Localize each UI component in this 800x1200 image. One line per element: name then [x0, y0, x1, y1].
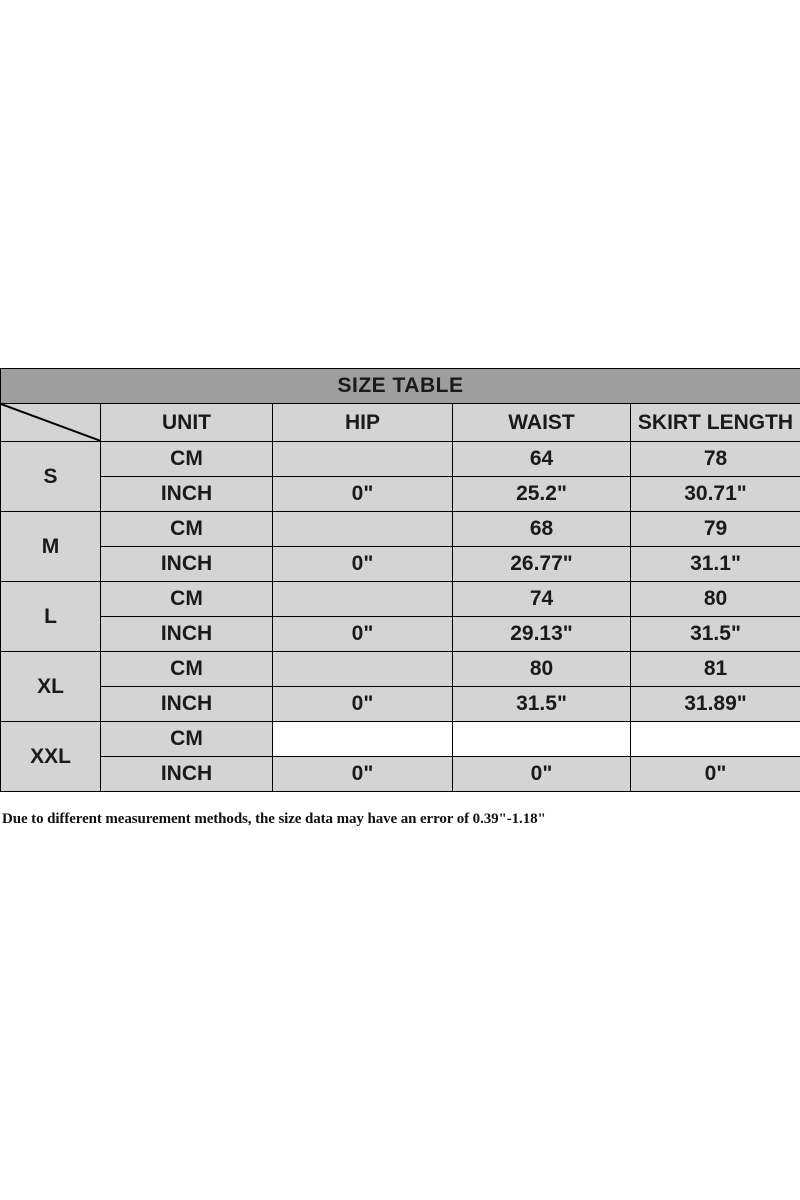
table-row [1, 617, 800, 652]
cell-s-inch-skirt: 30.71" [631, 477, 800, 512]
table-row [1, 757, 800, 792]
unit-cm: CM [101, 442, 273, 477]
unit-cm: CM [101, 582, 273, 617]
column-header-waist: WAIST [453, 404, 631, 442]
cell-s-cm-skirt: 78 [631, 442, 800, 477]
table-row [1, 442, 800, 477]
unit-inch: INCH [101, 617, 273, 652]
corner-diagonal-cell [1, 404, 101, 442]
table-header-row [1, 404, 800, 442]
size-label-l: L [1, 582, 101, 652]
cell-xxl-inch-waist: 0" [453, 757, 631, 792]
cell-l-inch-skirt: 31.5" [631, 617, 800, 652]
cell-s-cm-waist: 64 [453, 442, 631, 477]
cell-xxl-cm-waist [453, 722, 631, 757]
unit-cm: CM [101, 512, 273, 547]
cell-xxl-cm-skirt [631, 722, 800, 757]
table-row [1, 512, 800, 547]
cell-xxl-inch-skirt: 0" [631, 757, 800, 792]
cell-m-cm-hip [273, 512, 453, 547]
table-row [1, 547, 800, 582]
cell-m-inch-hip: 0" [273, 547, 453, 582]
unit-inch: INCH [101, 477, 273, 512]
size-table [0, 368, 800, 792]
table-row [1, 687, 800, 722]
column-header-skirt-length: SKIRT LENGTH [631, 404, 800, 442]
unit-inch: INCH [101, 687, 273, 722]
unit-inch: INCH [101, 757, 273, 792]
size-label-m: M [1, 512, 101, 582]
measurement-note: Due to different measurement methods, the size data may have an error of 0.39"-1.18" [2, 811, 546, 827]
column-header-hip: HIP [273, 404, 453, 442]
cell-xl-cm-skirt: 81 [631, 652, 800, 687]
cell-m-cm-waist: 68 [453, 512, 631, 547]
unit-cm: CM [101, 652, 273, 687]
cell-xl-cm-hip [273, 652, 453, 687]
table-row [1, 582, 800, 617]
size-label-xl: XL [1, 652, 101, 722]
cell-s-cm-hip [273, 442, 453, 477]
cell-l-cm-waist: 74 [453, 582, 631, 617]
cell-s-inch-hip: 0" [273, 477, 453, 512]
cell-l-cm-hip [273, 582, 453, 617]
table-row [1, 722, 800, 757]
size-label-xxl: XXL [1, 722, 101, 792]
cell-l-cm-skirt: 80 [631, 582, 800, 617]
cell-xl-cm-waist: 80 [453, 652, 631, 687]
cell-m-inch-waist: 26.77" [453, 547, 631, 582]
table-title: SIZE TABLE [1, 369, 800, 404]
cell-s-inch-waist: 25.2" [453, 477, 631, 512]
table-row [1, 477, 800, 512]
size-label-s: S [1, 442, 101, 512]
unit-inch: INCH [101, 547, 273, 582]
size-table-block [0, 368, 800, 792]
cell-xl-inch-waist: 31.5" [453, 687, 631, 722]
cell-m-cm-skirt: 79 [631, 512, 800, 547]
table-title-row [1, 369, 800, 404]
table-row [1, 652, 800, 687]
cell-xxl-inch-hip: 0" [273, 757, 453, 792]
column-header-unit: UNIT [101, 404, 273, 442]
diagonal-slash-icon [1, 404, 101, 441]
cell-xl-inch-hip: 0" [273, 687, 453, 722]
cell-m-inch-skirt: 31.1" [631, 547, 800, 582]
unit-cm: CM [101, 722, 273, 757]
cell-xxl-cm-hip [273, 722, 453, 757]
cell-l-inch-waist: 29.13" [453, 617, 631, 652]
cell-xl-inch-skirt: 31.89" [631, 687, 800, 722]
cell-l-inch-hip: 0" [273, 617, 453, 652]
